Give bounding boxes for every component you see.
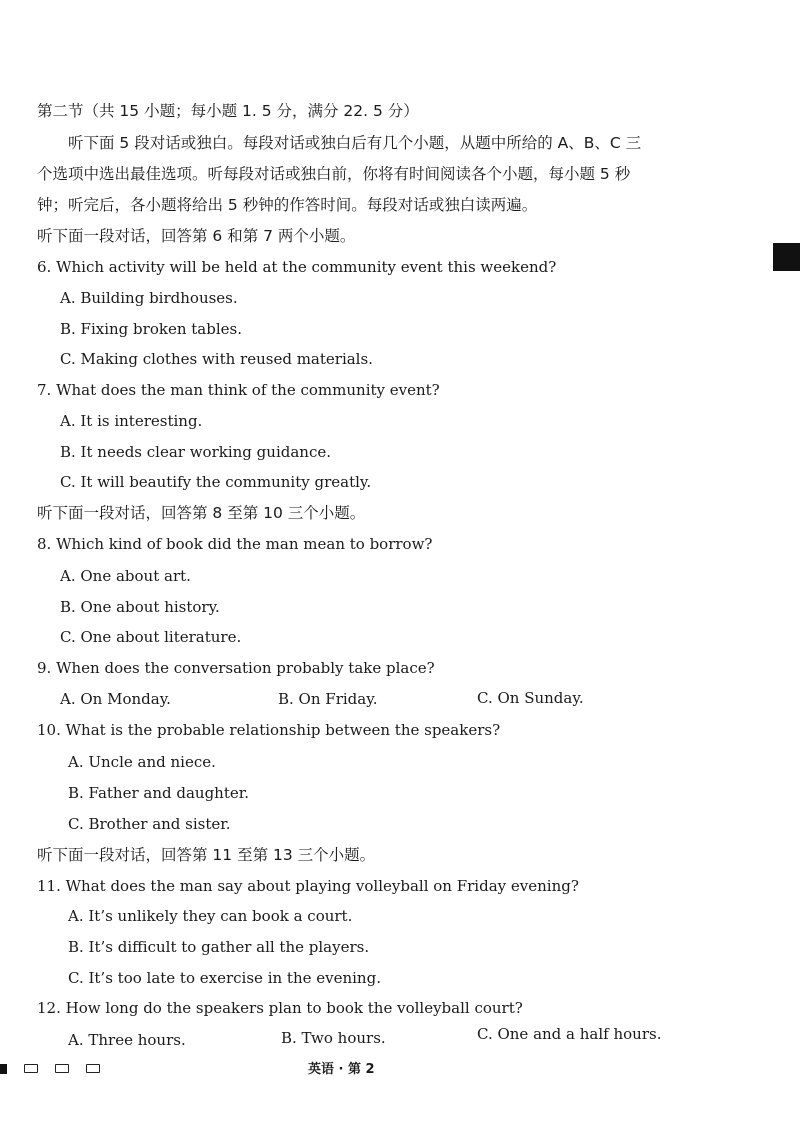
footer-box-mark-3	[86, 1064, 100, 1073]
question-11-option-b: B. It’s difficult to gather all the players.	[68, 938, 370, 956]
question-12-option-b: B. Two hours.	[281, 1029, 386, 1047]
question-11-stem: 11. What does the man say about playing volleyball on Friday evening?	[37, 877, 579, 895]
question-7-option-c: C. It will beautify the community greatly.	[60, 473, 372, 491]
question-9-option-a: A. On Monday.	[60, 690, 171, 708]
instruction-line-3: 钟；听完后，各小题将给出 5 秒钟的作答时间。每段对话或独白读两遍。	[37, 196, 538, 214]
question-7-option-b: B. It needs clear working guidance.	[60, 443, 331, 461]
question-8-option-a: A. One about art.	[60, 567, 191, 585]
footer-box-mark-2	[55, 1064, 69, 1073]
question-10-option-a: A. Uncle and niece.	[68, 753, 216, 771]
question-6-option-c: C. Making clothes with reused materials.	[60, 350, 373, 368]
footer-page-label: 英语 · 第 2	[308, 1062, 375, 1077]
question-7-stem: 7. What does the man think of the community event?	[37, 381, 440, 399]
group-intro-6-7: 听下面一段对话，回答第 6 和第 7 两个小题。	[37, 227, 356, 245]
question-11-option-c: C. It’s too late to exercise in the evening.	[68, 969, 381, 987]
question-12-option-a: A. Three hours.	[68, 1031, 186, 1049]
group-intro-8-10: 听下面一段对话，回答第 8 至第 10 三个小题。	[37, 504, 366, 522]
group-intro-11-13: 听下面一段对话，回答第 11 至第 13 三个小题。	[37, 846, 376, 864]
question-10-option-c: C. Brother and sister.	[68, 815, 231, 833]
question-12-stem: 12. How long do the speakers plan to book the volleyball court?	[37, 999, 523, 1017]
question-7-option-a: A. It is interesting.	[60, 412, 203, 430]
question-6-option-a: A. Building birdhouses.	[60, 289, 238, 307]
question-6-stem: 6. Which activity will be held at the community event this weekend?	[37, 258, 557, 276]
section-title: 第二节（共 15 小题；每小题 1. 5 分，满分 22. 5 分）	[37, 102, 419, 120]
question-8-option-b: B. One about history.	[60, 598, 220, 616]
edge-registration-mark	[773, 243, 800, 271]
question-9-stem: 9. When does the conversation probably take place?	[37, 659, 435, 677]
footer-filled-mark	[0, 1064, 7, 1074]
instruction-line-2: 个选项中选出最佳选项。听每段对话或独白前，你将有时间阅读各个小题，每小题 5 秒	[37, 165, 631, 183]
question-9-option-c: C. On Sunday.	[477, 689, 584, 707]
question-10-stem: 10. What is the probable relationship between the speakers?	[37, 721, 501, 739]
footer-box-mark-1	[24, 1064, 38, 1073]
question-10-option-b: B. Father and daughter.	[68, 784, 250, 802]
question-11-option-a: A. It’s unlikely they can book a court.	[68, 907, 353, 925]
question-8-option-c: C. One about literature.	[60, 628, 242, 646]
question-8-stem: 8. Which kind of book did the man mean to borrow?	[37, 535, 433, 553]
question-6-option-b: B. Fixing broken tables.	[60, 320, 242, 338]
instruction-line-1: 听下面 5 段对话或独白。每段对话或独白后有几个小题，从题中所给的 A、B、C 三	[68, 134, 642, 152]
question-12-option-c: C. One and a half hours.	[477, 1025, 662, 1043]
question-9-option-b: B. On Friday.	[278, 690, 378, 708]
